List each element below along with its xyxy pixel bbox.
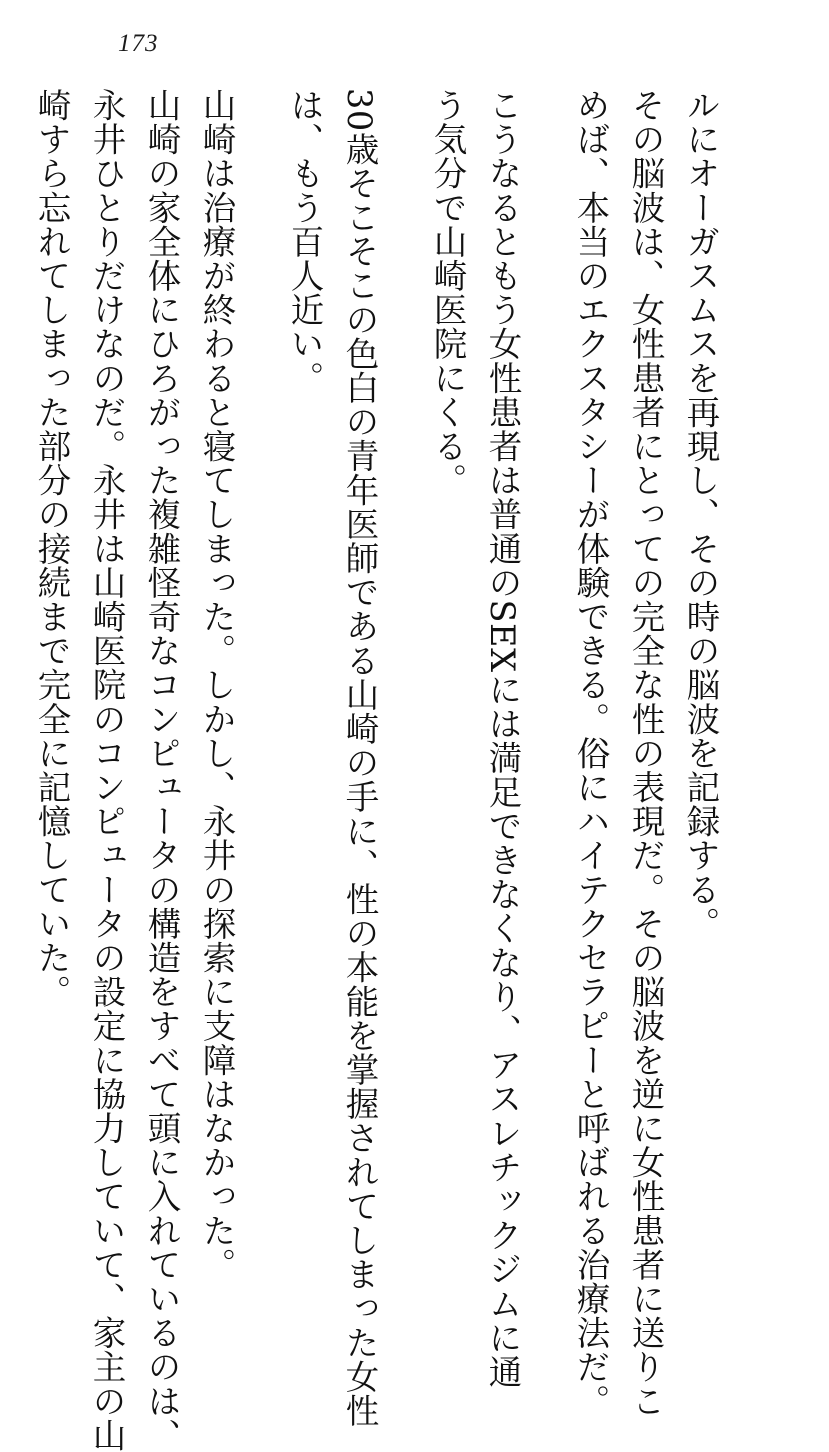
text-line: 山崎は治療が終わると寝てしまった。しかし、永井の探索に支障はなかった。: [197, 88, 236, 1282]
text-line: う気分で山崎医院にくる。: [428, 88, 467, 498]
novel-body-text: [0, 88, 761, 1452]
text-line: 永井ひとりだけなのだ。永井は山崎医院のコンピュータの設定に協力していて、家主の山: [87, 88, 126, 1452]
text-line: 山崎の家全体にひろがった複雑怪奇なコンピュータの構造をすべて頭に入れているのは、: [142, 88, 181, 1452]
page-number: 173: [118, 30, 159, 57]
text-line: こうなるともう女性患者は普通のSEXには満足できなくなり、アスレチックジムに通: [483, 88, 522, 1389]
text-line: 30歳そこそこの色白の青年医師である山崎の手に、性の本能を掌握されてしまった女性: [340, 88, 379, 1428]
text-line: は、もう百人近い。: [285, 88, 324, 395]
text-line: 崎すら忘れてしまった部分の接続まで完全に記憶していた。: [32, 88, 71, 1009]
text-line: めば、本当のエクスタシーが体験できる。俗にハイテクセラピーと呼ばれる治療法だ。: [571, 88, 610, 1418]
text-line: [0, 88, 24, 1148]
text-line: その脳波は、女性患者にとっての完全な性の表現だ。その脳波を逆に女性患者に送りこ: [626, 88, 665, 1418]
text-line: ルにオーガスムスを再現し、その時の脳波を記録する。: [681, 88, 720, 941]
